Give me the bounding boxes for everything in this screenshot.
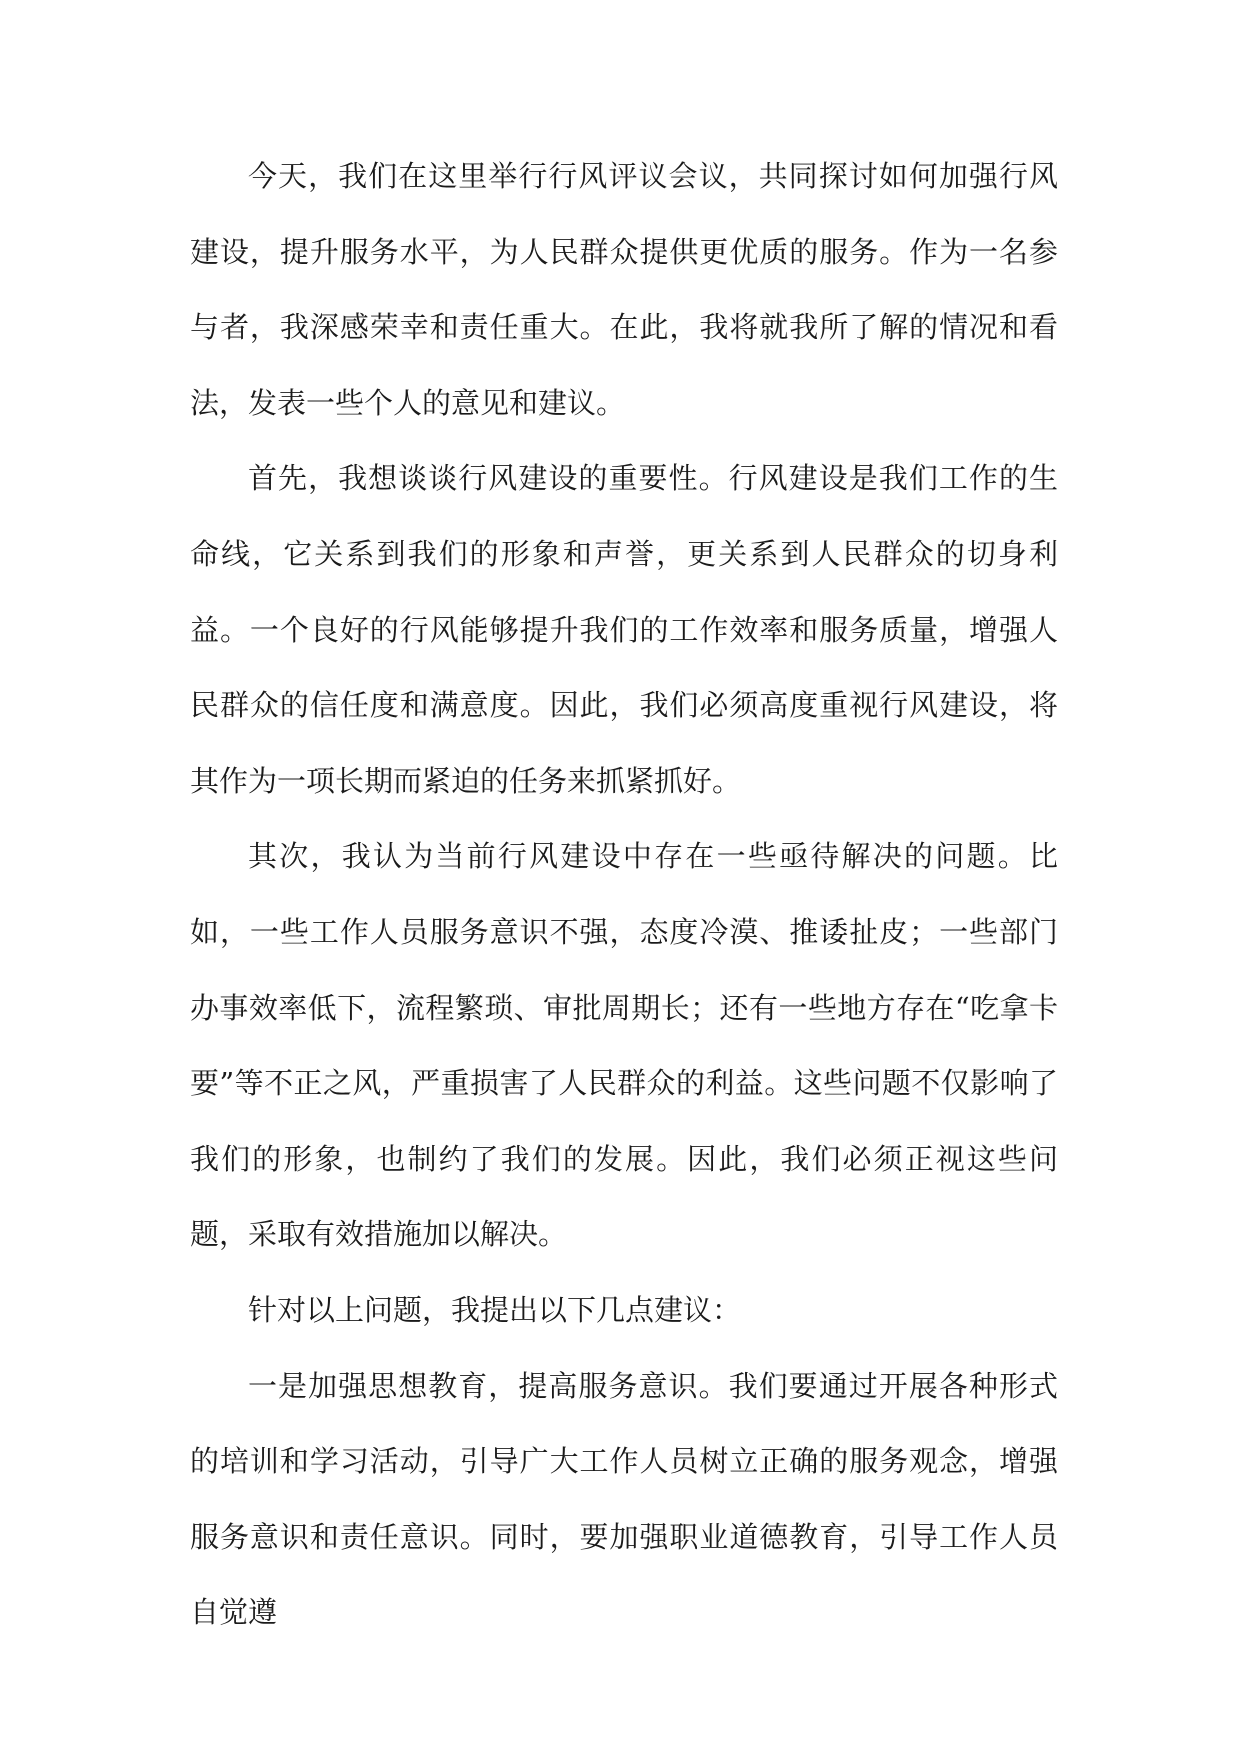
paragraph-suggestions-intro: 针对以上问题，我提出以下几点建议： [248, 1292, 742, 1327]
document-body [190, 139, 1058, 1651]
paragraph-problems: 其次，我认为当前行风建设中存在一些亟待解决的问题。比如，一些工作人员服务意识不强，态度冷漠、推诿扯皮；一些部门办事效率低下，流程繁琐、审批周期长；还有一些地方存在“吃拿卡要”等不正之风，严重损害了人民群众的利益。这些问题不仅影响了我们的形象，也制约了我们的发展。因此，我们必须正视这些问题，采取有效措施加以解决。 [190, 839, 1058, 1252]
paragraph-opening: 今天，我们在这里举行行风评议会议，共同探讨如何加强行风建设，提升服务水平，为人民群众提供更优质的服务。作为一名参与者，我深感荣幸和责任重大。在此，我将就我所了解的情况和看法，发表一些个人的意见和建议。 [190, 159, 1058, 420]
paragraph-importance: 首先，我想谈谈行风建设的重要性。行风建设是我们工作的生命线，它关系到我们的形象和声誉，更关系到人民群众的切身利益。一个良好的行风能够提升我们的工作效率和服务质量，增强人民群众的信任度和满意度。因此，我们必须高度重视行风建设，将其作为一项长期而紧迫的任务来抓紧抓好。 [190, 461, 1058, 798]
paragraph-suggestion-one: 一是加强思想教育，提高服务意识。我们要通过开展各种形式的培训和学习活动，引导广大工作人员树立正确的服务观念，增强服务意识和责任意识。同时，要加强职业道德教育，引导工作人员自觉遵 [190, 1368, 1058, 1630]
